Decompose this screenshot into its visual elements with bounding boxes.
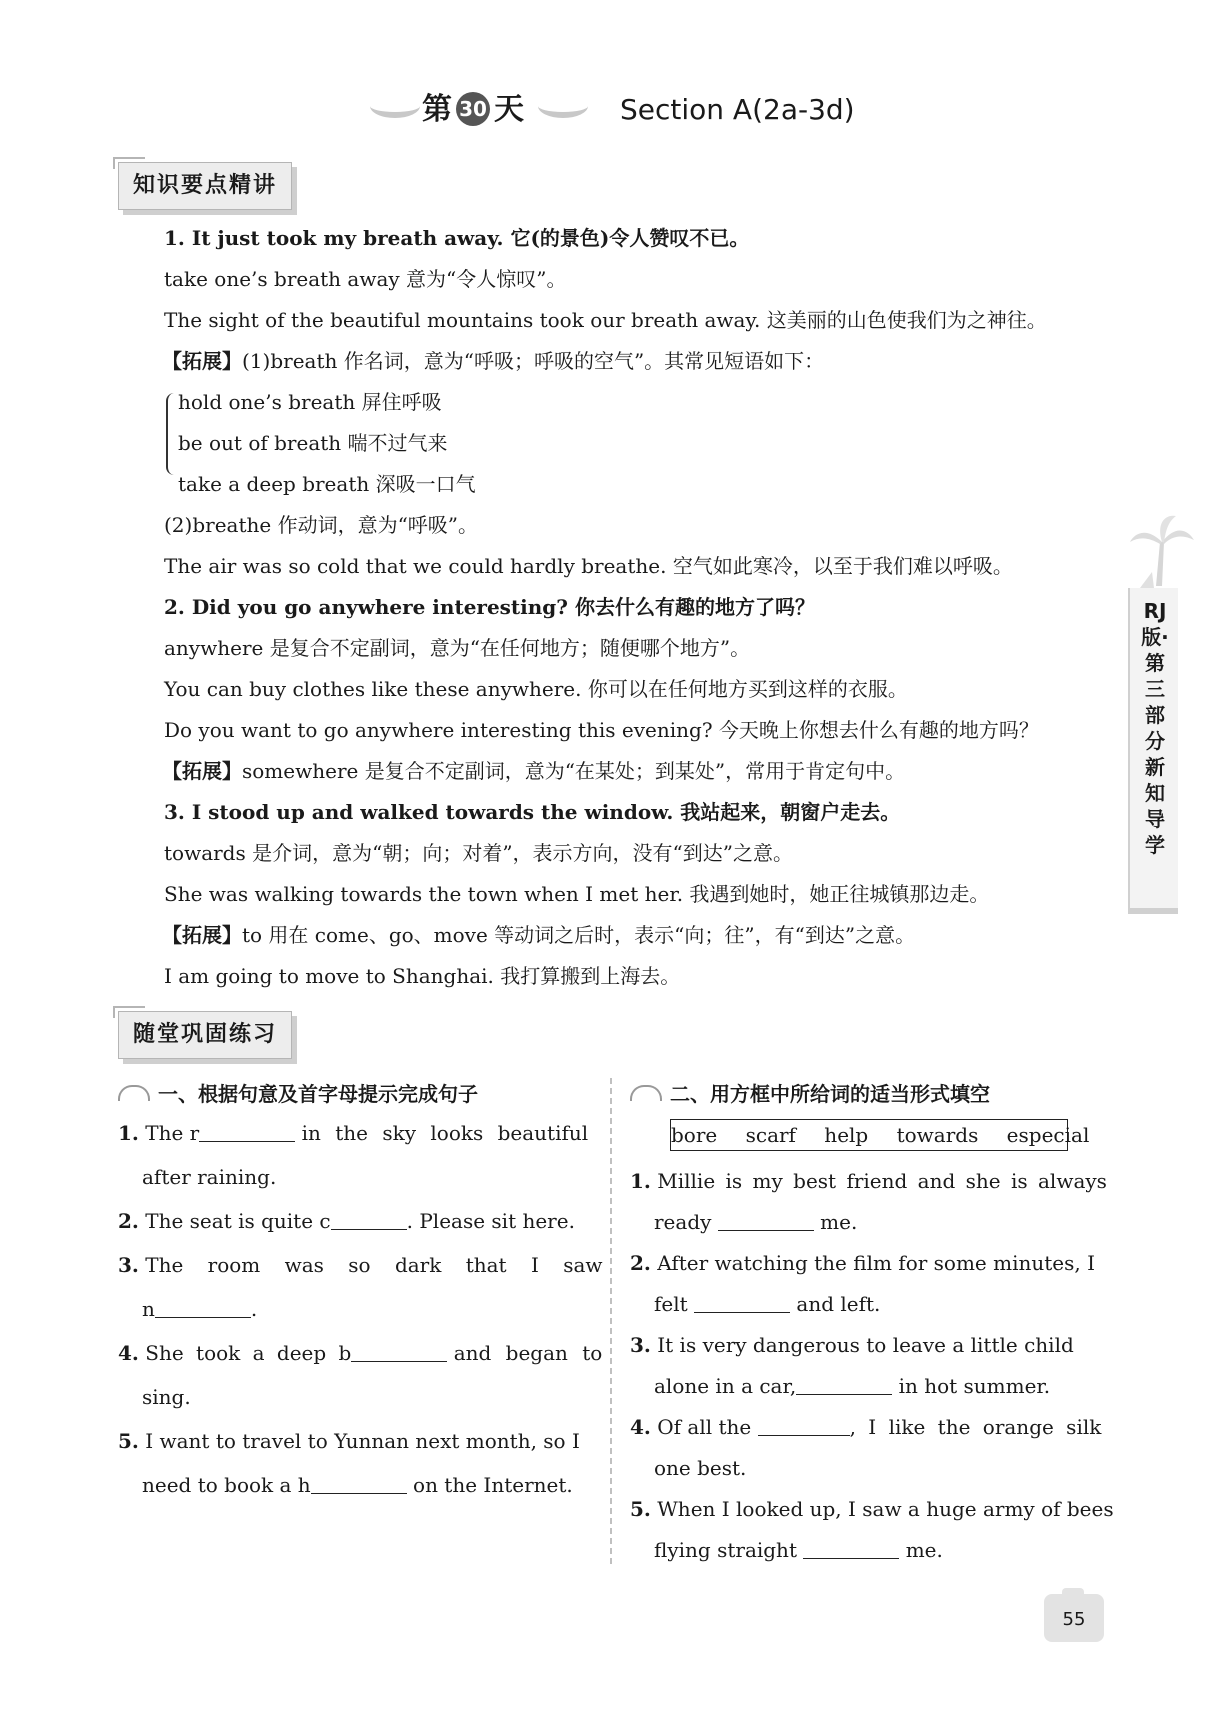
practice-heading: 随堂巩固练习: [118, 1011, 292, 1059]
part-1-question-1-cont: after raining.: [142, 1165, 277, 1189]
question-text: me.: [905, 1538, 943, 1562]
part-1-question-3: [118, 1251, 603, 1279]
question-text: I want to travel to Yunnan next month, so I: [145, 1429, 580, 1453]
question-number: 1.: [630, 1169, 651, 1193]
part-1-question-4: [118, 1339, 602, 1367]
answer-blank[interactable]: [199, 1121, 295, 1142]
extension-text: somewhere 是复合不定副词，意为“在某处；到某处”，常用于肯定句中。: [242, 759, 906, 783]
part-2-question-1-cont: [654, 1208, 857, 1236]
question-text: on the Internet.: [413, 1473, 573, 1497]
part-1-question-2: [118, 1207, 575, 1235]
phrase-item: hold one’s breath 屏住呼吸: [178, 390, 442, 414]
point-1-title: 1. It just took my breath away. 它(的景色)令人赞叹不已。: [164, 226, 750, 250]
extension-text: (1)breath 作名词，意为“呼吸；呼吸的空气”。其常见短语如下：: [242, 349, 825, 373]
question-number: 5.: [118, 1429, 139, 1453]
point-3-extension: [162, 921, 915, 949]
part-1-question-3-cont: [142, 1295, 257, 1323]
question-text: and began to: [453, 1341, 603, 1365]
part-2-question-4-cont: one best.: [654, 1456, 747, 1480]
exercise-icon: [118, 1085, 150, 1101]
part-1-question-4-cont: sing.: [142, 1385, 191, 1409]
question-text: alone in a car,: [654, 1374, 797, 1398]
extension-text: to 用在 come、go、move 等动词之后时，表示“向；往”，有“到达”之意。: [242, 923, 916, 947]
answer-blank[interactable]: [694, 1292, 790, 1313]
day-prefix: 第: [422, 92, 452, 127]
part-2-question-2-cont: [654, 1290, 880, 1318]
part-2-question-3-cont: [654, 1372, 1050, 1400]
question-text: The room was so dark that I saw: [145, 1253, 603, 1277]
point-2-title: 2. Did you go anywhere interesting? 你去什么有趣的地方了吗？: [164, 595, 815, 619]
section-title: Section A(2a-3d): [620, 93, 855, 126]
phrase-item: be out of breath 喘不过气来: [178, 431, 448, 455]
point-1-example: The sight of the beautiful mountains took our breath away. 这美丽的山色使我们为之神往。: [164, 308, 1047, 332]
question-text: in hot summer.: [898, 1374, 1051, 1398]
question-text: The seat is quite c: [145, 1209, 331, 1233]
question-text: It is very dangerous to leave a little child: [657, 1333, 1074, 1357]
answer-blank[interactable]: [758, 1415, 850, 1436]
question-text: , I like the orange silk: [849, 1415, 1102, 1439]
point-3-meaning: towards 是介词，意为“朝；向；对着”，表示方向，没有“到达”之意。: [164, 841, 794, 865]
part-2-title: [630, 1078, 990, 1107]
phrase-item: take a deep breath 深吸一口气: [178, 472, 476, 496]
part-1-question-1: [118, 1119, 588, 1147]
question-text: felt: [654, 1292, 688, 1316]
question-text: me.: [820, 1210, 858, 1234]
part-2-title-text: 二、用方框中所给词的适当形式填空: [670, 1082, 990, 1106]
answer-blank[interactable]: [311, 1473, 407, 1494]
answer-blank[interactable]: [155, 1297, 251, 1318]
palm-tree-icon: [1126, 512, 1196, 588]
part-1-title: [118, 1078, 478, 1107]
part-2-question-4: [630, 1413, 1101, 1441]
part-1-question-5-cont: [142, 1471, 573, 1499]
question-text: When I looked up, I saw a huge army of bees: [657, 1497, 1114, 1521]
point-2-example-1: You can buy clothes like these anywhere. 你可以在任何地方买到这样的衣服。: [164, 677, 908, 701]
question-text: After watching the film for some minutes, I: [657, 1251, 1096, 1275]
day-number-badge: 30: [456, 92, 490, 126]
part-2-question-5-cont: [654, 1536, 943, 1564]
question-text: Of all the: [657, 1415, 752, 1439]
question-number: 2.: [630, 1251, 651, 1275]
question-number: 4.: [630, 1415, 651, 1439]
question-text: need to book a h: [142, 1473, 311, 1497]
answer-blank[interactable]: [796, 1374, 892, 1395]
answer-blank[interactable]: [351, 1341, 447, 1362]
question-text: flying straight: [654, 1538, 797, 1562]
question-text: n: [142, 1297, 155, 1321]
answer-blank[interactable]: [331, 1209, 407, 1230]
part-2-question-1: [630, 1167, 1107, 1195]
point-2-extension: [162, 757, 905, 785]
phrase-brace: [166, 393, 178, 475]
day-label: [422, 84, 524, 128]
question-text: The r: [145, 1121, 200, 1145]
question-number: 3.: [630, 1333, 651, 1357]
question-text: in the sky looks beautiful: [301, 1121, 589, 1145]
question-text: .: [250, 1297, 258, 1321]
extension-tag: 【拓展】: [162, 759, 242, 783]
point-1-meaning: take one’s breath away 意为“令人惊叹”。: [164, 267, 567, 291]
part-2-question-3: [630, 1331, 1074, 1359]
question-number: 4.: [118, 1341, 139, 1365]
part-2-question-5: [630, 1495, 1114, 1523]
question-number: 2.: [118, 1209, 139, 1233]
question-number: 3.: [118, 1253, 139, 1277]
point-1-verb-example: The air was so cold that we could hardly breathe. 空气如此寒冷，以至于我们难以呼吸。: [164, 554, 1013, 578]
page-number: 55: [1044, 1594, 1104, 1642]
question-text: She took a deep b: [145, 1341, 352, 1365]
knowledge-heading: 知识要点精讲: [118, 162, 292, 210]
question-text: ready: [654, 1210, 712, 1234]
answer-blank[interactable]: [718, 1210, 814, 1231]
column-divider: [610, 1078, 612, 1564]
question-text: . Please sit here.: [406, 1209, 575, 1233]
right-ornament-icon: [538, 94, 588, 118]
word-box: bore scarf help towards especial: [670, 1119, 1068, 1151]
left-ornament-icon: [370, 94, 420, 118]
side-tab-label: RJ版·第三部分 新知导学: [1141, 599, 1169, 857]
question-text: and left.: [796, 1292, 881, 1316]
point-1-extension: [162, 347, 824, 375]
part-2-question-2: [630, 1249, 1095, 1277]
point-3-extension-example: I am going to move to Shanghai. 我打算搬到上海去。: [164, 964, 681, 988]
point-3-title: 3. I stood up and walked towards the window. 我站起来，朝窗户走去。: [164, 800, 901, 824]
question-text: Millie is my best friend and she is always: [657, 1169, 1107, 1193]
point-2-example-2: Do you want to go anywhere interesting this evening? 今天晚上你想去什么有趣的地方吗？: [164, 718, 1039, 742]
day-suffix: 天: [494, 92, 524, 127]
part-1-question-5: [118, 1427, 580, 1455]
side-tab: [1128, 588, 1178, 908]
answer-blank[interactable]: [803, 1538, 899, 1559]
part-1-title-text: 一、根据句意及首字母提示完成句子: [158, 1082, 478, 1106]
point-3-example: She was walking towards the town when I met her. 我遇到她时，她正往城镇那边走。: [164, 882, 990, 906]
exercise-icon: [630, 1085, 662, 1101]
point-1-verb: (2)breathe 作动词，意为“呼吸”。: [164, 513, 479, 537]
point-2-meaning: anywhere 是复合不定副词，意为“在任何地方；随便哪个地方”。: [164, 636, 751, 660]
extension-tag: 【拓展】: [162, 923, 242, 947]
question-number: 1.: [118, 1121, 139, 1145]
extension-tag: 【拓展】: [162, 349, 242, 373]
question-number: 5.: [630, 1497, 651, 1521]
